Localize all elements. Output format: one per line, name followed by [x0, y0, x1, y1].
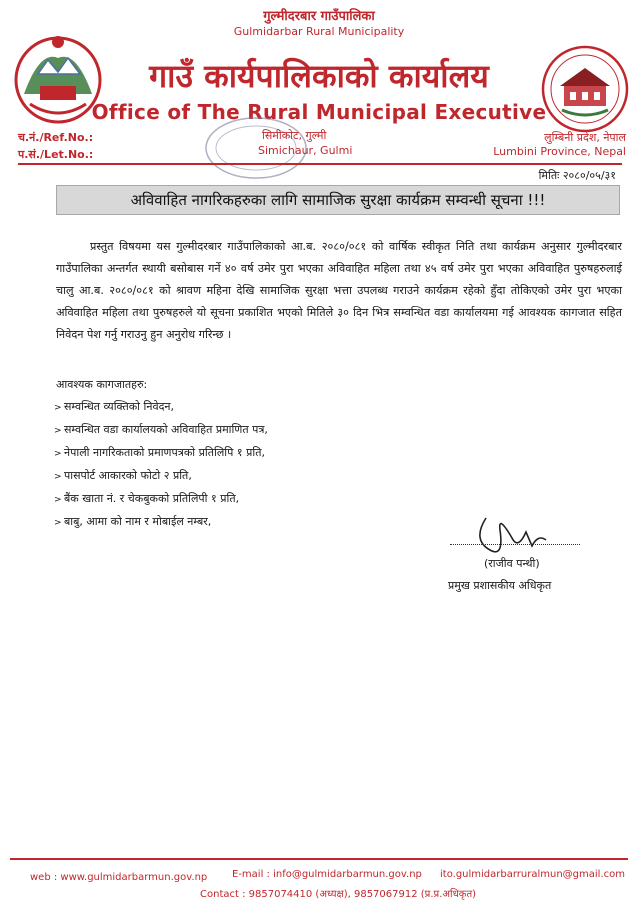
office-title-en: Office of The Rural Municipal Executive	[91, 100, 547, 124]
signatory-title: प्रमुख प्रशासकीय अधिकृत	[448, 579, 552, 592]
footer-website: web : www.gulmidarbarmun.gov.np	[30, 872, 208, 883]
notice-subject: अविवाहित नागरिकहरुका लागि सामाजिक सुरक्षा कार्यक्रम सम्वन्धी सूचना !!!	[56, 185, 620, 215]
list-item: > सम्वन्धित वडा कार्यालयको अविवाहित प्रमाणित पत्र,	[54, 419, 554, 442]
bullet-arrow-icon: >	[54, 426, 62, 436]
list-item: > नेपाली नागरिकताको प्रमाणपत्रको प्रतिलिपि १ प्रति,	[54, 442, 554, 465]
body-paragraph: प्रस्तुत विषयमा यस गुल्मीदरबार गाउँपालिकाको आ.ब. २०८०/०८१ को वार्षिक स्वीकृत निति तथा कार्यक्रम अनुसार गुल्मीदरबार गाउँपालिका अन्तर्गत स्थायी बसोबास गर्ने ४० वर्ष उमेर पुरा भएका अविवाहित महिला तथा ४५ वर्ष उमेर पुरा भएका अविवाहित पुरुषहरुलाई चालु आ.ब. २०८०/०८१ को श्रावण महिना देखि सामाजिक सुरक्षा भत्ता उपलब्ध गराउने कार्यक्रम रहेको हुँदा तोकिएको उमेर पुरा भएका अविवाहित महिला तथा पुरुषहरुले यो सूचना प्रकाशित भएको मितिले ३० दिन भित्र सम्वन्धित वडा कार्यालयमा गई आवश्यक कागजात सहित निवेदन पेश गर्नु गराउनु हुन अनुरोध गरिन्छ ।	[56, 240, 622, 341]
bullet-arrow-icon: >	[54, 449, 62, 459]
footer-divider	[10, 858, 628, 860]
signature-line	[450, 538, 580, 545]
list-item: > पासपोर्ट आकारको फोटो २ प्रति,	[54, 465, 554, 488]
municipality-name-en: Gulmidarbar Rural Municipality	[233, 25, 405, 38]
bullet-arrow-icon: >	[54, 495, 62, 505]
footer-email-it: ito.gulmidarbarruralmun@gmail.com	[440, 869, 625, 880]
let-no-label: प.सं./Let.No.:	[18, 148, 94, 161]
footer-email-info: E-mail : info@gulmidarbarmun.gov.np	[232, 869, 422, 880]
list-item: > बैंक खाता नं. र चेकबुकको प्रतिलिपी १ प्रति,	[54, 488, 554, 511]
municipality-name-np: गुल्मीदरबार गाउँपालिका	[263, 9, 375, 24]
bullet-arrow-icon: >	[54, 403, 62, 413]
bullet-arrow-icon: >	[54, 518, 62, 528]
province-en: Lumbini Province, Nepal	[493, 145, 626, 158]
required-docs-title: आवश्यक कागजातहरु:	[56, 378, 148, 391]
address-np: सिमीकोट, गुल्मी	[262, 129, 327, 142]
notice-date: मितिः २०८०/०५/३१	[538, 169, 616, 182]
office-title-np: गाउँ कार्यपालिकाको कार्यालय	[149, 57, 489, 95]
signatory-name: (राजीव पन्थी)	[484, 557, 540, 570]
list-item: > सम्वन्धित व्यक्तिको निवेदन,	[54, 396, 554, 419]
address-en: Simichaur, Gulmi	[258, 144, 353, 157]
header-divider	[18, 163, 622, 165]
bullet-arrow-icon: >	[54, 472, 62, 482]
list-item: > बाबु, आमा को नाम र मोबाईल नम्बर,	[54, 511, 554, 534]
notice-body	[56, 236, 622, 346]
ref-no-label: च.नं./Ref.No.:	[18, 131, 94, 144]
footer-contact: Contact : 9857074410 (अध्यक्ष), 9857067912 (प्र.प्र.अधिकृत)	[200, 889, 477, 900]
province-np: लुम्बिनी प्रदेश, नेपाल	[544, 131, 626, 144]
